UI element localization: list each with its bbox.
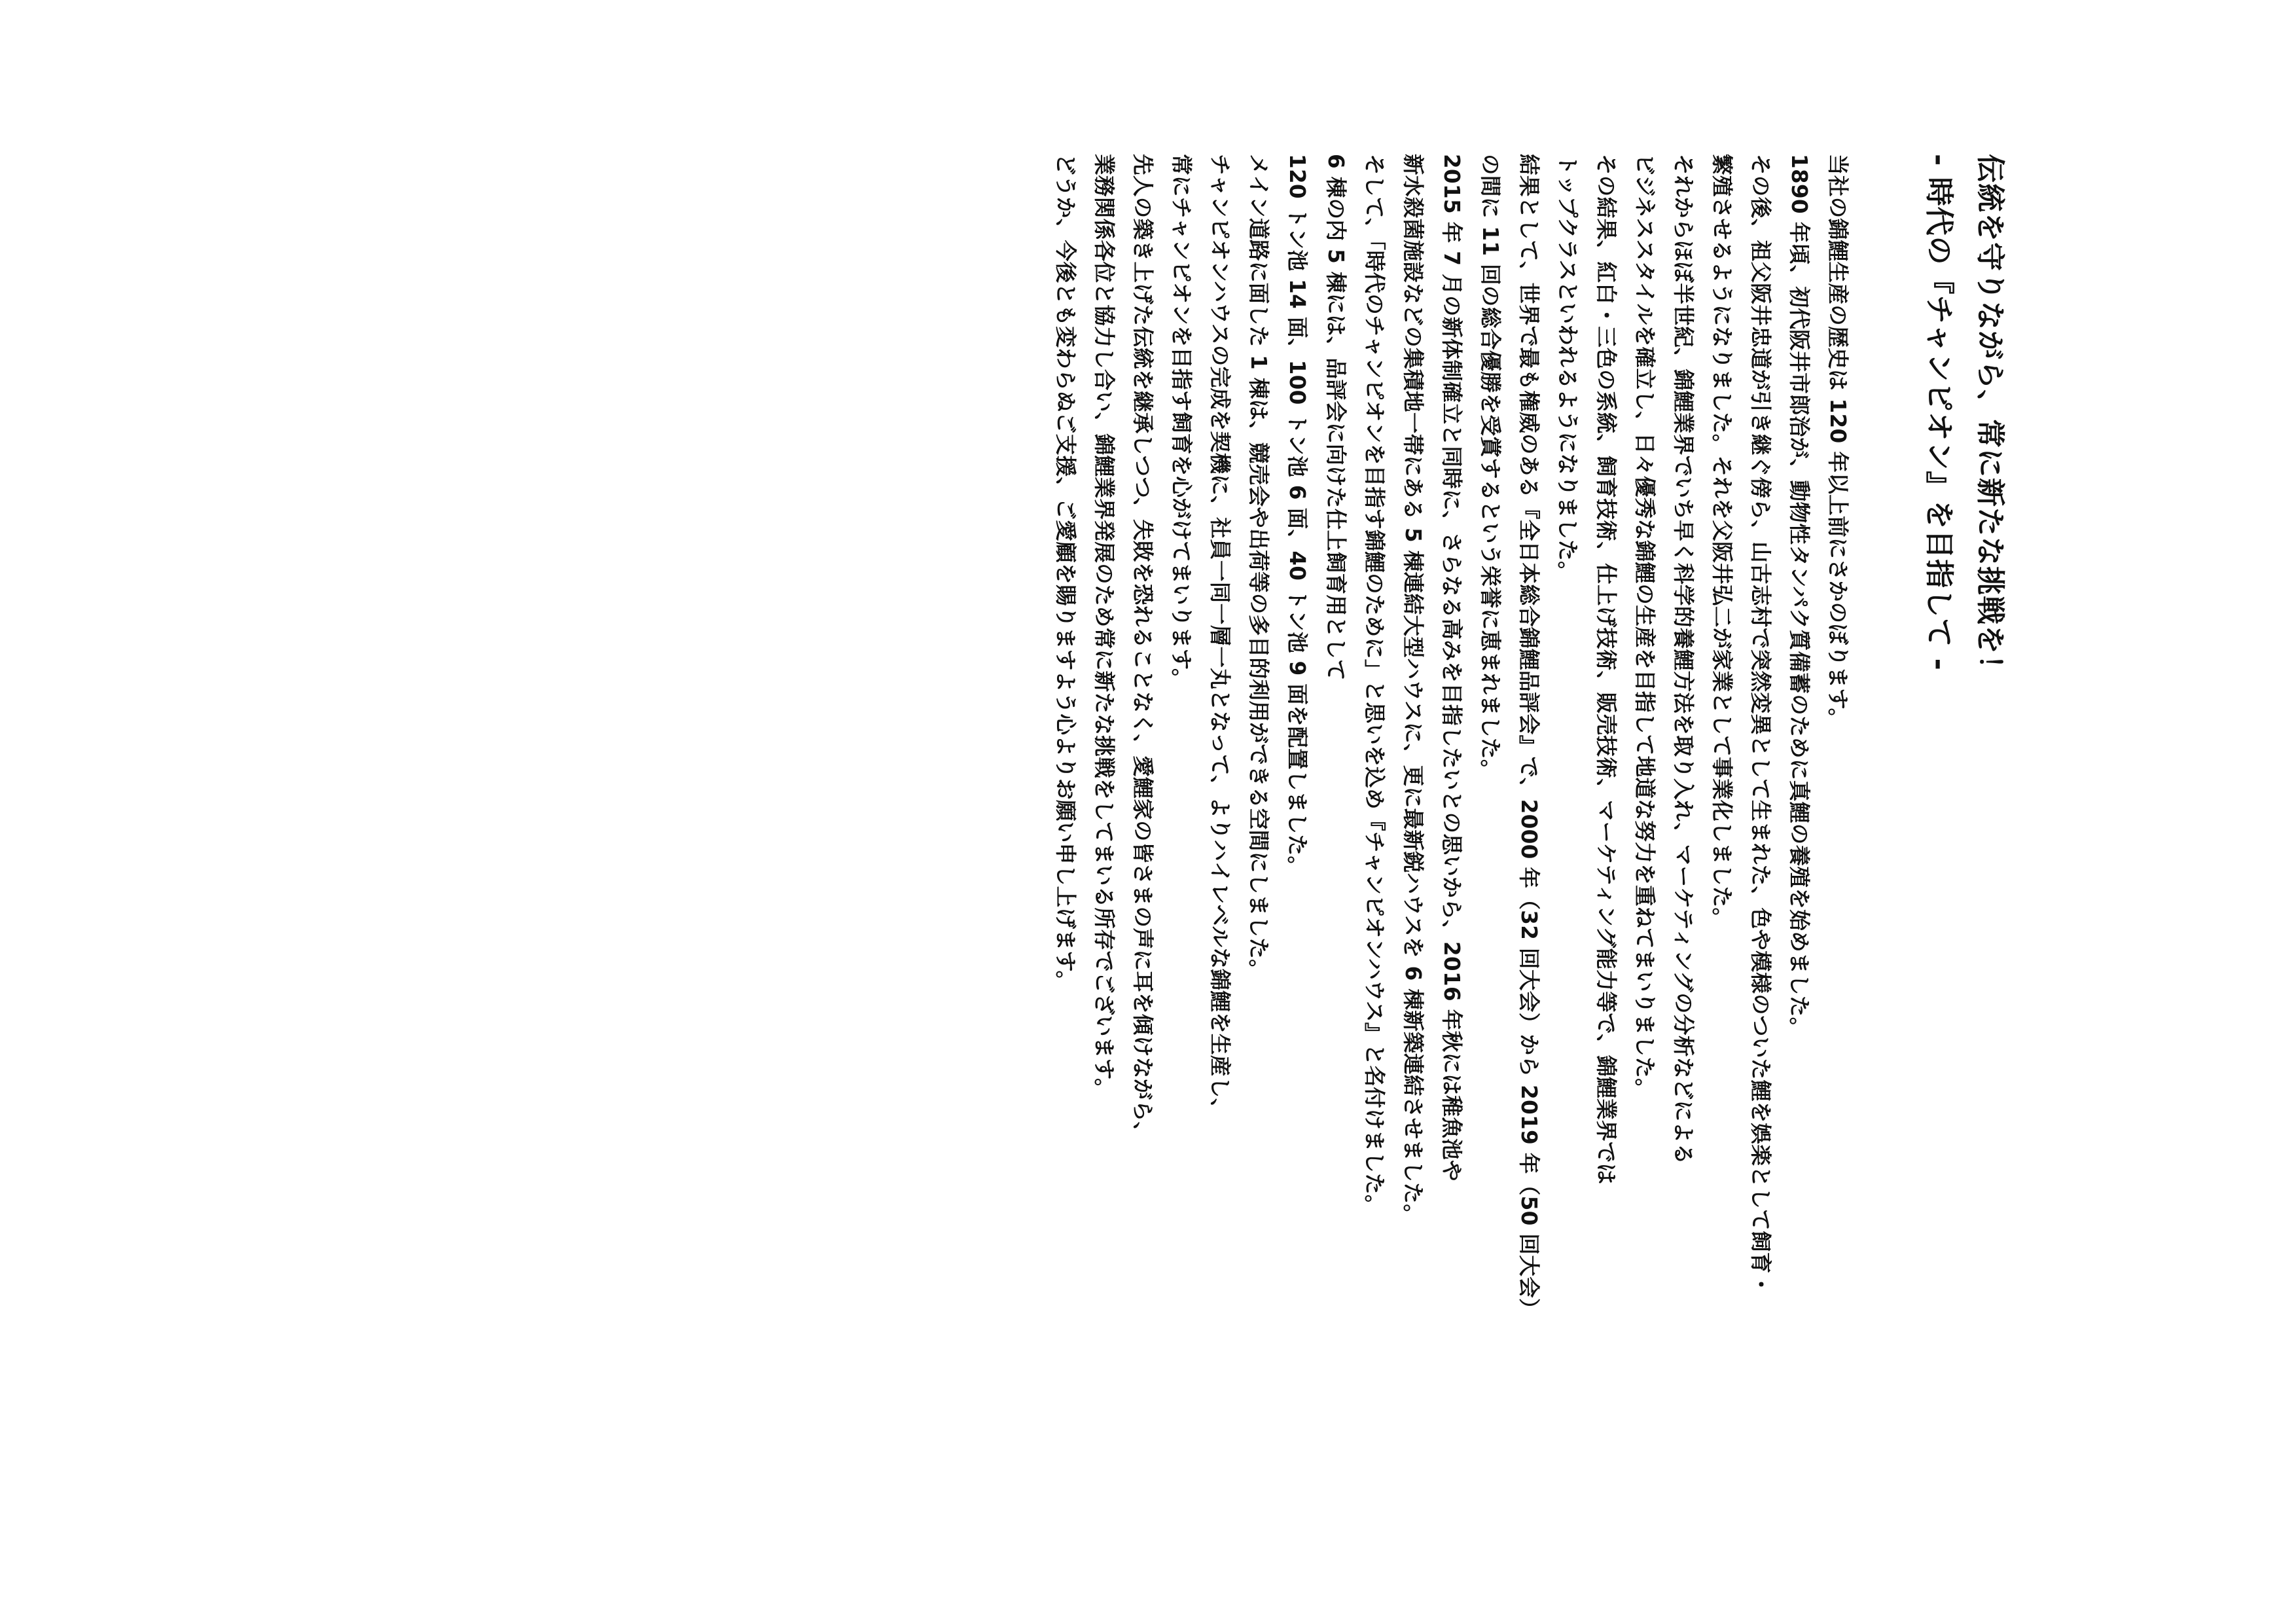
document-page xyxy=(733,154,2009,1450)
body-line: 120 トン池 14 面、100 トン池 6 面、40 トン池 9 面を配置しました。 xyxy=(1285,154,1310,878)
body-line: そして、「時代のチャンピオンを目指す錦鯉のために」と思いを込め『チャンピオンハウス』と名付けました。 xyxy=(1362,154,1387,1216)
body-line: 6 棟の内 5 棟には、品評会に向けた仕上飼育用として xyxy=(1323,154,1348,681)
body-line: ビジネススタイルを確立し、日々優秀な錦鯉の生産を目指して地道な努力を重ねてまいりました。 xyxy=(1632,154,1657,1100)
body-line: 結果として、世界で最も権威のある『全日本総合錦鯉品評会』で、2000 年（32 回大会）から 2019 年（50 回大会） xyxy=(1516,154,1541,1320)
body-line: の間に 11 回の総合優勝を受賞するという栄誉に恵まれました。 xyxy=(1478,154,1503,781)
body-text xyxy=(1046,154,1857,1450)
body-line: トップクラスといわれるようになりました。 xyxy=(1555,154,1580,583)
body-line: 業務関係各位と協力し合い、錦鯉業界発展のため常に新たな挑戦をしてまいる所存でございます。 xyxy=(1092,154,1117,1100)
body-line: 1890 年頃、初代阪井市郎治が、動物性タンパク質備蓄のために真鯉の養殖を始めました。 xyxy=(1787,154,1812,1039)
body-line: 当社の錦鯉生産の歴史は 120 年以上前にさかのぼります。 xyxy=(1825,154,1850,730)
body-line: それからほぼ半世紀、錦鯉業界でいち早く科学的養鯉方法を取り入れ、マーケティングの分析などによる xyxy=(1671,154,1696,1165)
body-line: メイン道路に面した 1 棟は、競売会や出荷等の多目的利用ができる空間にしました。 xyxy=(1246,154,1271,981)
body-line: どうか、今後とも変わらぬご支援、ご愛顧を賜りますよう心よりお願い申し上げます。 xyxy=(1053,154,1078,992)
body-line: 先人の築き上げた伝統を継承しつつ、失敗を恐れることなく、愛鯉家の皆さまの声に耳を傾けながら、 xyxy=(1130,154,1155,1144)
body-line: 新水殺菌施設などの集積地一帯にある 5 棟連結大型ハウスに、更に最新鋭ハウスを 6 棟新築連結させました。 xyxy=(1401,154,1426,1226)
heading xyxy=(1898,154,2009,1450)
body-line: その後、祖父阪井忠道が引き継ぐ傍ら、山古志村で突然変異として生まれた、色や模様のついた鯉を娯楽として飼育・ xyxy=(1748,154,1773,1295)
body-line: チャンピオンハウスの完成を契機に、社員一同一層一丸となって、よりハイレベルな錦鯉を生産し、 xyxy=(1208,154,1232,1120)
page-subtitle: - 時代の『チャンピオン』を目指して - xyxy=(1922,154,1956,671)
body-line: 2015 年 7 月の新体制確立と同時に、さらなる高みを目指したいとの思いから、2016 年秋には稚魚池や xyxy=(1439,154,1464,1182)
body-line: その結果、紅白・三色の系統、飼育技術、仕上げ技術、販売技術、マーケティング能力等で、錦鯉業界では xyxy=(1594,154,1619,1185)
page-title: 伝統を守りながら、常に新たな挑戦を！ xyxy=(1973,154,2007,684)
body-line: 常にチャンピオンを目指す飼育を心がけてまいります。 xyxy=(1169,154,1194,690)
body-line: 繁殖させるようになりました。それを父阪井弘二が家業として事業化しました。 xyxy=(1710,154,1734,929)
